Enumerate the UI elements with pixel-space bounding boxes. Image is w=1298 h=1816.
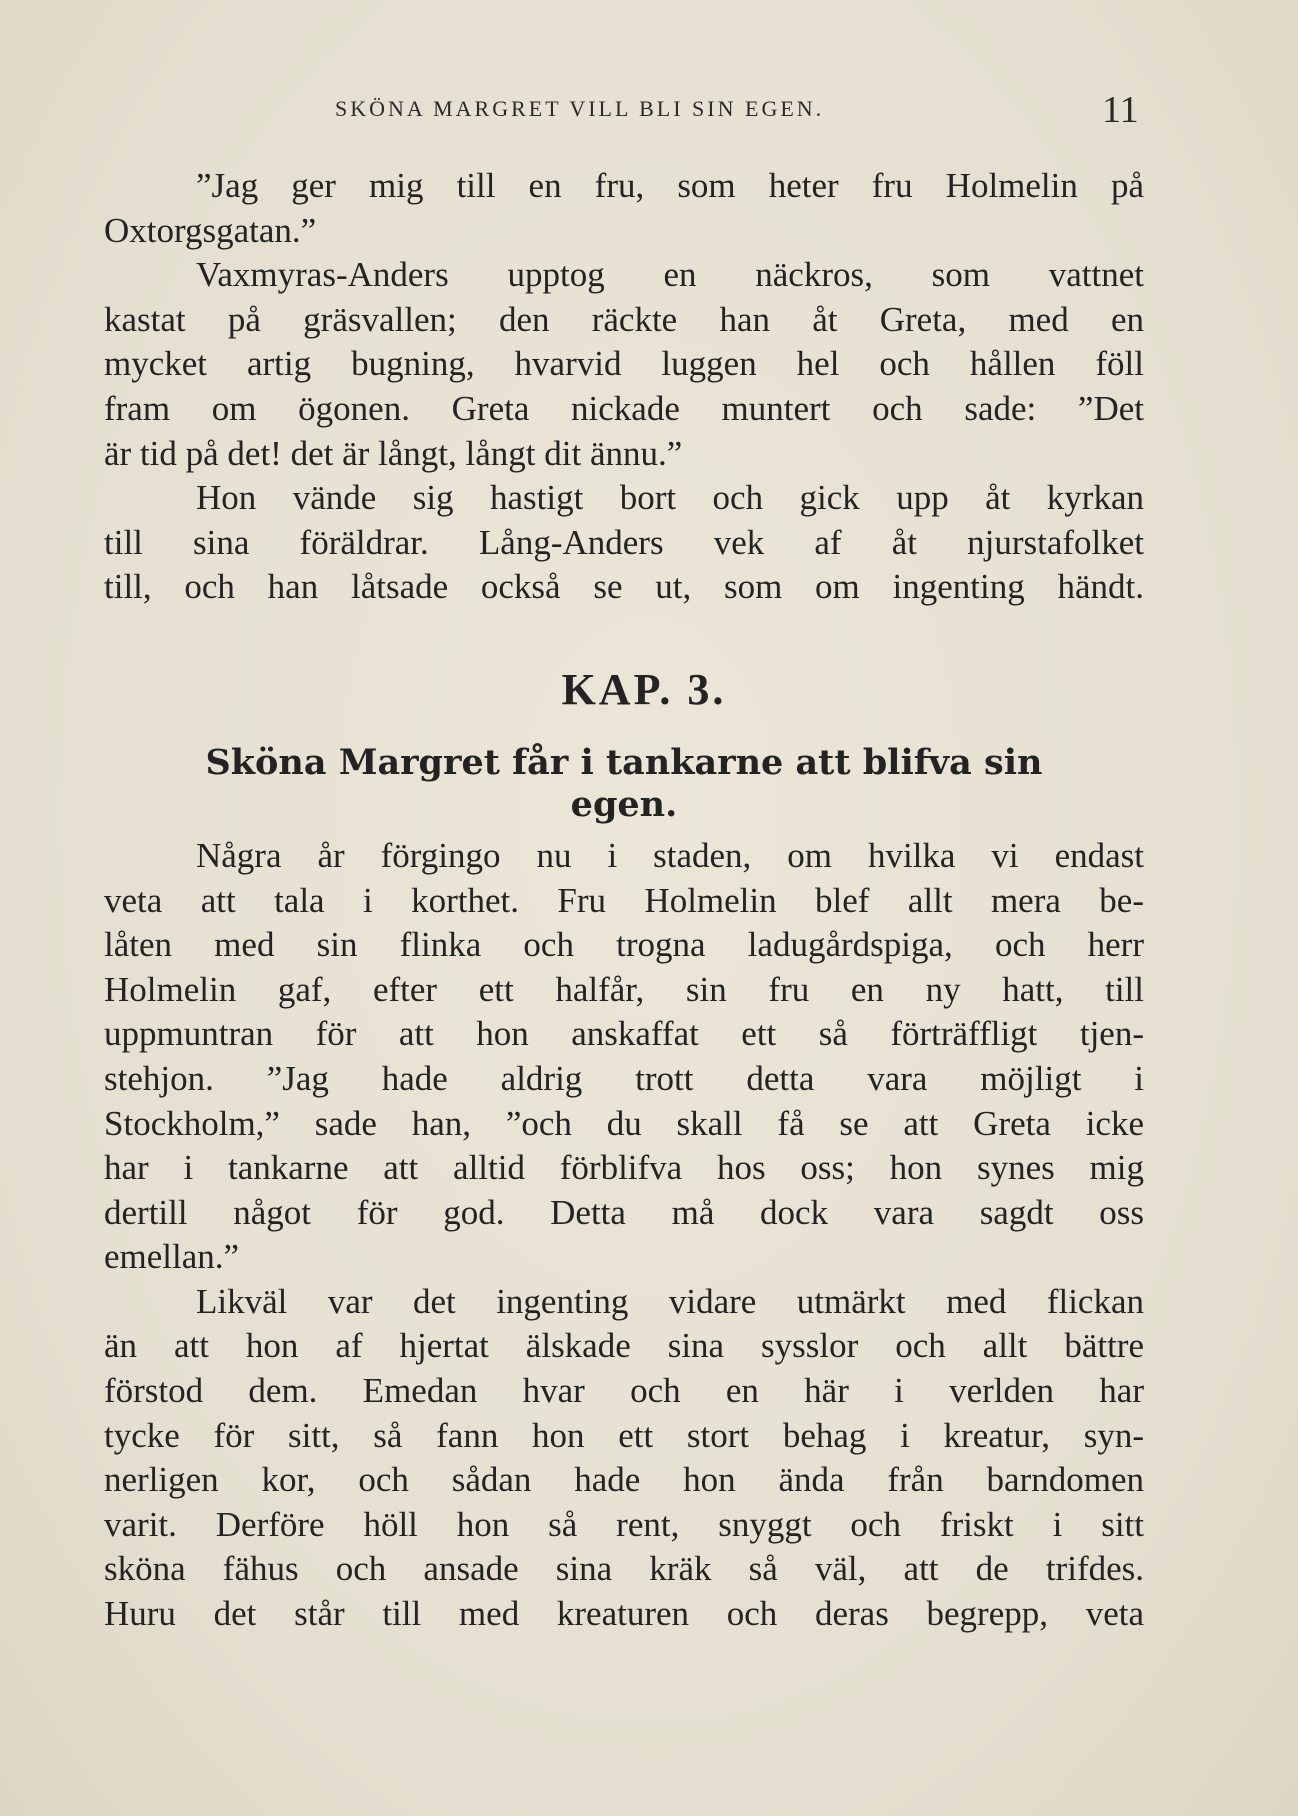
- text-line: Oxtorgsgatan.”: [104, 210, 317, 250]
- paragraph-3: [104, 476, 1144, 610]
- text-line: till, och han låtsade också se ut, som om ingenting händt.: [104, 567, 1144, 607]
- text-line: förstod dem. Emedan hvar och en här i verlden har: [104, 1371, 1144, 1411]
- text-line: Stockholm,” sade han, ”och du skall få se att Greta icke: [104, 1103, 1144, 1143]
- text-line: har i tankarne att alltid förblifva hos oss; hon synes mig: [104, 1148, 1144, 1188]
- paragraph-4: [104, 834, 1144, 1280]
- paragraph-5: [104, 1280, 1144, 1637]
- paragraph-2: [104, 253, 1144, 476]
- text-line: låten med sin flinka och trogna ladugårdspiga, och herr: [104, 925, 1144, 965]
- text-line: Några år förgingo nu i staden, om hvilka vi endast: [196, 835, 1144, 875]
- text-line: sköna fähus och ansade sina kräk så väl, att de trifdes.: [104, 1549, 1144, 1589]
- running-title: SKÖNA MARGRET VILL BLI SIN EGEN.: [335, 96, 825, 121]
- text-line: tycke för sitt, så fann hon ett stort behag i kreatur, syn-: [104, 1415, 1144, 1455]
- chapter-title: [104, 742, 1144, 826]
- text-line: är tid på det! det är långt, långt dit ännu.”: [104, 433, 683, 473]
- text-line: fram om ögonen. Greta nickade muntert och sade: ”Det: [104, 388, 1144, 428]
- text-line: Holmelin gaf, efter ett halfår, sin fru en ny hatt, till: [104, 969, 1144, 1009]
- running-header: [335, 88, 1139, 131]
- text-line: nerligen kor, och sådan hade hon ända från barndomen: [104, 1460, 1144, 1500]
- text-line: ”Jag ger mig till en fru, som heter fru Holmelin på: [196, 166, 1144, 205]
- chapter-title-line: egen.: [570, 783, 678, 825]
- text-line: uppmuntran för att hon anskaffat ett så förträffligt tjen-: [104, 1014, 1144, 1054]
- body-text: [104, 164, 1144, 1637]
- text-line: mycket artig bugning, hvarvid luggen hel och hållen föll: [104, 344, 1144, 384]
- paragraph-1: [104, 164, 1144, 253]
- chapter-number: KAP. 3.: [561, 664, 727, 714]
- text-line: Hon vände sig hastigt bort och gick upp åt kyrkan: [196, 478, 1144, 518]
- text-line: Vaxmyras-Anders upptog en näckros, som vattnet: [196, 255, 1144, 295]
- text-line: Likväl var det ingenting vidare utmärkt med flickan: [196, 1281, 1144, 1321]
- text-line: än att hon af hjertat älskade sina sysslor och allt bättre: [104, 1326, 1144, 1366]
- text-line: till sina föräldrar. Lång-Anders vek af åt njurstafolket: [104, 522, 1144, 562]
- text-line: veta att tala i korthet. Fru Holmelin blef allt mera be-: [104, 880, 1144, 920]
- text-line: dertill något för god. Detta må dock vara sagdt oss: [104, 1192, 1144, 1232]
- text-line: Huru det står till med kreaturen och deras begrepp, veta: [104, 1594, 1144, 1634]
- text-line: stehjon. ”Jag hade aldrig trott detta vara möjligt i: [104, 1058, 1144, 1098]
- text-line: varit. Derföre höll hon så rent, snyggt och friskt i sitt: [104, 1504, 1144, 1544]
- chapter-title-line: Sköna Margret får i tankarne att blifva sin: [205, 741, 1043, 783]
- page-number: 11: [1102, 89, 1139, 131]
- text-line: kastat på gräsvallen; den räckte han åt Greta, med en: [104, 299, 1144, 339]
- text-line: emellan.”: [104, 1237, 240, 1277]
